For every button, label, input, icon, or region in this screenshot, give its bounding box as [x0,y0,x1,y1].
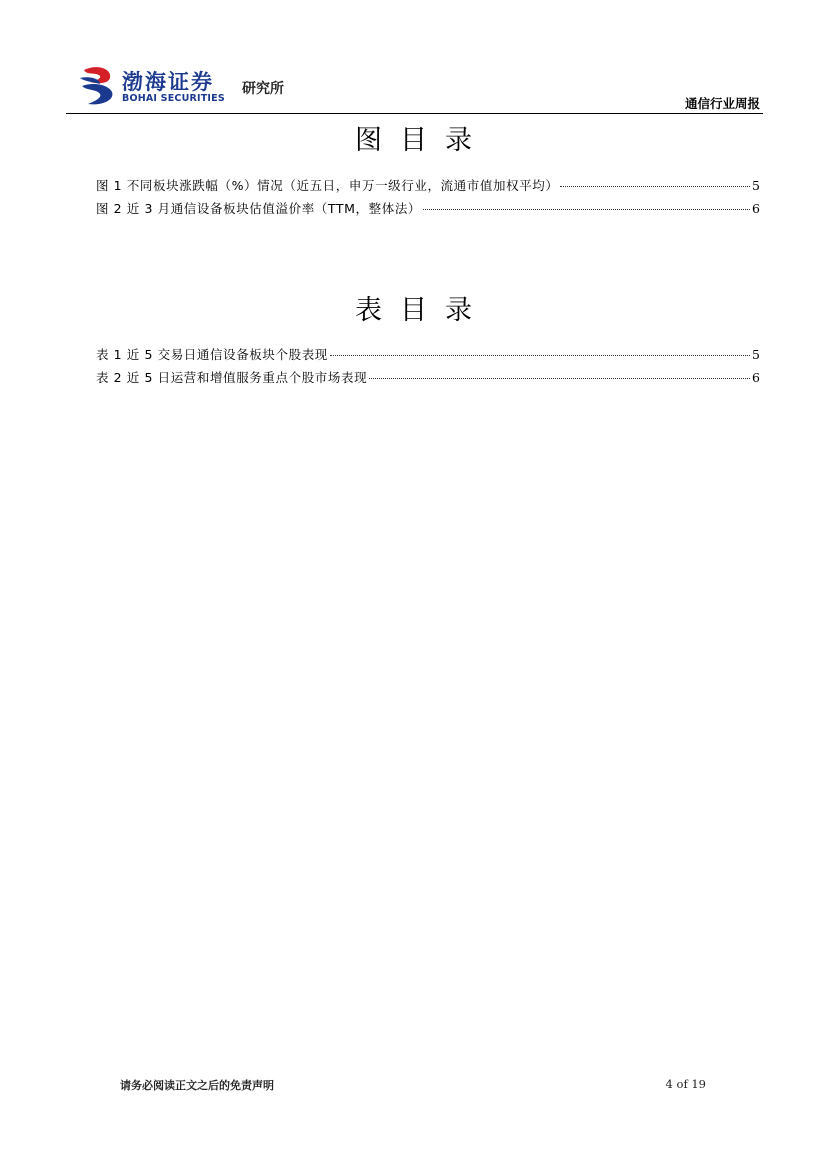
page-number: 4 of 19 [665,1077,706,1091]
bohai-logo [78,64,308,108]
logo-institute: 研究所 [242,81,284,97]
toc-item-page: 6 [752,201,760,216]
toc-leader-dots [330,355,750,356]
logo-chinese-name: 渤海证券 [122,69,214,94]
toc-item-table-2[interactable] [96,368,760,391]
toc-item-table-1[interactable] [96,345,760,368]
toc-item-page: 5 [752,347,760,362]
disclaimer-note: 请务必阅读正文之后的免责声明 [120,1079,274,1092]
toc-item-label: 图 2 近 3 月通信设备板块估值溢价率（TTM，整体法） [96,201,422,216]
toc-item-figure-1[interactable] [96,176,760,199]
toc-item-label: 表 2 近 5 日运营和增值服务重点个股市场表现 [96,370,368,385]
toc-leader-dots [560,186,750,187]
toc-leader-dots [369,378,750,379]
figures-toc-title: 图目录 [355,125,490,156]
toc-item-label: 表 1 近 5 交易日通信设备板块个股表现 [96,347,328,362]
tables-toc-list [96,345,760,391]
page-header [66,60,763,116]
toc-item-page: 5 [752,178,760,193]
bohai-logo-icon [78,64,118,106]
tables-toc-title: 表目录 [355,295,490,326]
toc-leader-dots [423,209,750,210]
report-type: 通信行业周报 [684,96,760,111]
header-divider [66,113,763,114]
figures-toc-list [96,176,760,222]
logo-english-name: BOHAI SECURITIES [122,93,225,104]
toc-item-label: 图 1 不同板块涨跌幅（%）情况（近五日，申万一级行业，流通市值加权平均） [96,178,559,193]
toc-item-page: 6 [752,370,760,385]
toc-item-figure-2[interactable] [96,199,760,222]
